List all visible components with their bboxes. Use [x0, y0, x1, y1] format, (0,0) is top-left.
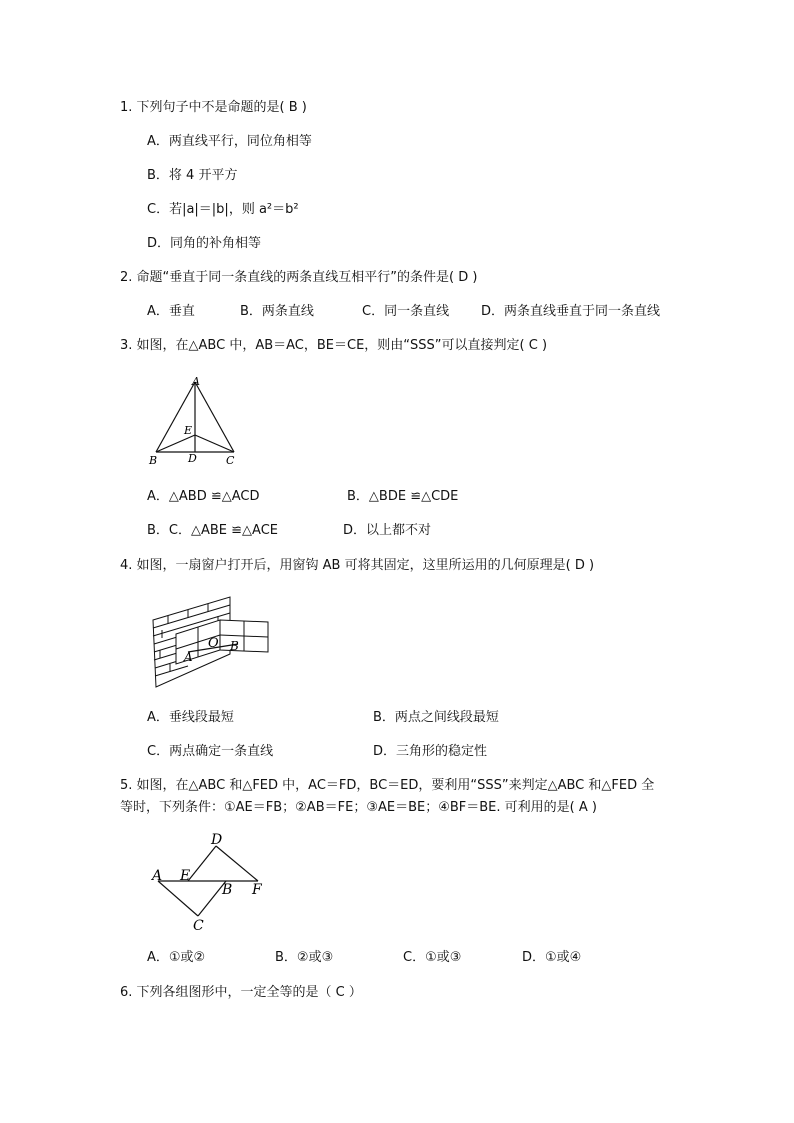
question-6-stem: 6. 下列各组图形中，一定全等的是（ C ） — [120, 985, 362, 1000]
question-2-stem: 2. 命题“垂直于同一条直线的两条直线互相平行”的条件是( D ) — [120, 270, 478, 285]
q4-option-b: B．两点之间线段最短 — [373, 710, 499, 725]
q4-option-d: D．三角形的稳定性 — [373, 744, 488, 759]
label-c: C — [193, 918, 204, 934]
q5-option-a: A．①或② — [147, 950, 206, 965]
label-b: B — [149, 454, 158, 467]
question-3-stem: 3. 如图，在△ABC 中，AB＝AC，BE＝CE，则由“SSS”可以直接判定( C ) — [120, 338, 548, 353]
label-a: A — [152, 868, 163, 884]
q2-option-c: C．同一条直线 — [362, 304, 450, 319]
q2-option-d: D．两条直线垂直于同一条直线 — [481, 304, 661, 319]
label-d: D — [188, 452, 197, 465]
question-4-stem: 4. 如图，一扇窗户打开后，用窗钩 AB 可将其固定，这里所运用的几何原理是( D ) — [120, 558, 595, 573]
q1-option-c: C．若|a|＝|b|，则 a²＝b² — [147, 202, 299, 217]
q4-option-c: C．两点确定一条直线 — [147, 744, 274, 759]
label-b: B — [222, 882, 233, 898]
q1-option-d: D．同角的补角相等 — [147, 236, 262, 251]
q1-option-b: B．将 4 开平方 — [147, 168, 238, 183]
label-o: O — [208, 636, 219, 651]
q3-option-c: B．C．△ABE ≌△ACE — [147, 523, 278, 538]
q5-option-d: D．①或④ — [522, 950, 582, 965]
label-d: D — [211, 832, 223, 848]
q3-option-b: B．△BDE ≌△CDE — [347, 489, 459, 504]
q5-option-c: C．①或③ — [403, 950, 462, 965]
q2-option-b: B．两条直线 — [240, 304, 314, 319]
label-a: A — [184, 650, 193, 664]
q3-option-a: A．△ABD ≌△ACD — [147, 489, 260, 504]
q3-option-d: D．以上都不对 — [343, 523, 432, 538]
label-e: E — [184, 424, 193, 437]
label-e: E — [180, 868, 191, 884]
two-triangles-figure — [148, 828, 278, 938]
question-1-stem: 1. 下列句子中不是命题的是( B ) — [120, 100, 307, 115]
label-c: C — [226, 454, 235, 467]
q4-option-a: A．垂线段最短 — [147, 710, 234, 725]
q5-option-b: B．②或③ — [275, 950, 334, 965]
question-5-stem-line1: 5. 如图，在△ABC 和△FED 中，AC＝FD，BC＝ED，要利用“SSS”来判定△ABC 和△FED 全 — [120, 778, 655, 793]
q2-option-a: A．垂直 — [147, 304, 195, 319]
triangle-figure — [140, 370, 250, 470]
q1-option-a: A．两直线平行，同位角相等 — [147, 134, 312, 149]
window-figure — [148, 592, 278, 692]
question-5-stem-line2: 等时，下列条件：①AE＝FB；②AB＝FE；③AE＝BE；④BF＝BE. 可利用的是( A ) — [120, 800, 597, 815]
label-f: F — [252, 882, 262, 898]
label-a: A — [192, 375, 200, 388]
label-b: B — [230, 639, 239, 653]
